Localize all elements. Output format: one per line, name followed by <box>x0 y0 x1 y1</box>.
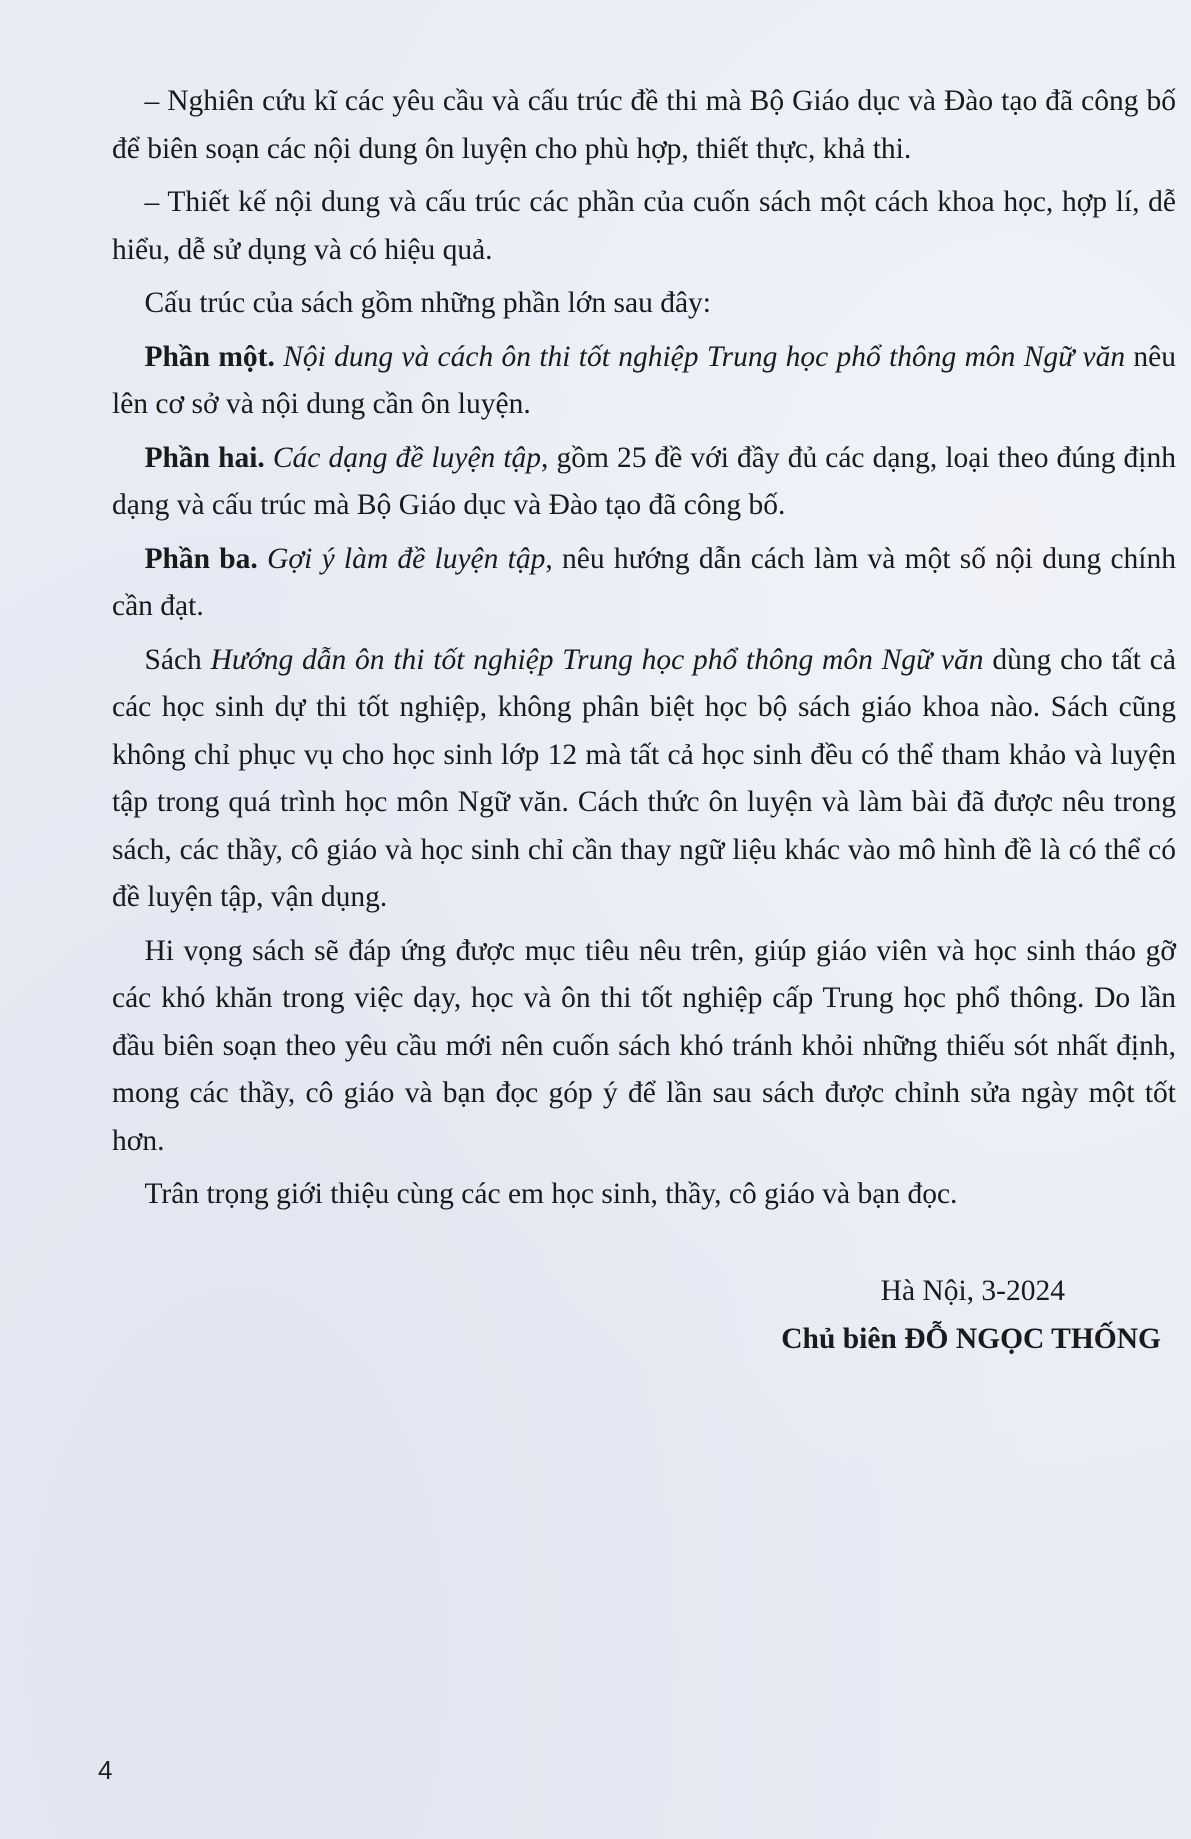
part-three-description: , nêu hướng dẫn cách làm và một số nội dung chính cần đạt. <box>112 542 1177 622</box>
paragraph-part-two <box>112 435 1176 530</box>
body-text <box>112 78 1176 1219</box>
part-three-title: Gợi ý làm đề luyện tập <box>267 542 546 575</box>
paragraph-introduction-closing: Trân trọng giới thiệu cùng các em học sinh, thầy, cô giáo và bạn đọc. <box>144 1178 958 1210</box>
paragraph-hope: Hi vọng sách sẽ đáp ứng được mục tiêu nêu trên, giúp giáo viên và học sinh tháo gỡ các khó khăn trong việc dạy, học và ôn thi tốt nghiệp cấp Trung học phổ thông. Do lần đầu biên soạn theo yêu cầu mới nên cuốn sách khó tránh khỏi những thiếu sót nhất định, mong các thầy, cô giáo và bạn đọc góp ý để lần sau sách được chỉnh sửa ngày một tốt hơn. <box>112 934 1176 1157</box>
part-one-description: nêu lên cơ sở và nội dung cần ôn luyện. <box>112 340 1177 420</box>
part-one-title: Nội dung và cách ôn thi tốt nghiệp Trung học phổ thông môn Ngữ văn <box>283 340 1126 373</box>
signature-block <box>781 1268 1161 1363</box>
paragraph-book-structure-intro: Cấu trúc của sách gồm những phần lớn sau đây: <box>144 287 711 319</box>
part-three-label: Phần ba. <box>144 542 258 575</box>
book-title: Hướng dẫn ôn thi tốt nghiệp Trung học phổ thông môn Ngữ văn <box>210 643 984 676</box>
book-usage-description: dùng cho tất cả các học sinh dự thi tốt nghiệp, không phân biệt học bộ sách giáo khoa nào. Sách cũng không chỉ phục vụ cho học sinh lớp 12 mà tất cả học sinh đều có thể tham khảo và luyện tập trong quá trình học môn Ngữ văn. Cách thức ôn luyện và làm bài đã được nêu trong sách, các thầy, cô giáo và học sinh chỉ cần thay ngữ liệu khác vào mô hình đề là có thể có đề luyện tập, vận dụng. <box>112 643 1176 913</box>
part-two-title: Các dạng đề luyện tập <box>272 441 542 474</box>
page-number: 4 <box>98 1755 113 1785</box>
chief-editor: Chủ biên ĐỖ NGỌC THỐNG <box>781 1322 1161 1355</box>
paragraph-part-three <box>112 536 1176 631</box>
paragraph-book-usage <box>112 637 1176 922</box>
paragraph-part-one <box>112 334 1176 429</box>
book-usage-start: Sách <box>144 643 211 676</box>
place-date: Hà Nội, 3-2024 <box>880 1275 1065 1307</box>
part-two-description: , gồm 25 đề với đầy đủ các dạng, loại theo đúng định dạng và cấu trúc mà Bộ Giáo dục và Đào tạo đã công bố. <box>112 441 1176 521</box>
part-one-label: Phần một. <box>144 340 275 373</box>
paragraph-research-requirements: – Nghiên cứu kĩ các yêu cầu và cấu trúc đề thi mà Bộ Giáo dục và Đào tạo đã công bố để biên soạn các nội dung ôn luyện cho phù hợp, thiết thực, khả thi. <box>112 85 1176 165</box>
paragraph-design-structure: – Thiết kế nội dung và cấu trúc các phần của cuốn sách một cách khoa học, hợp lí, dễ hiểu, dễ sử dụng và có hiệu quả. <box>112 186 1176 266</box>
part-two-label: Phần hai. <box>144 441 265 474</box>
